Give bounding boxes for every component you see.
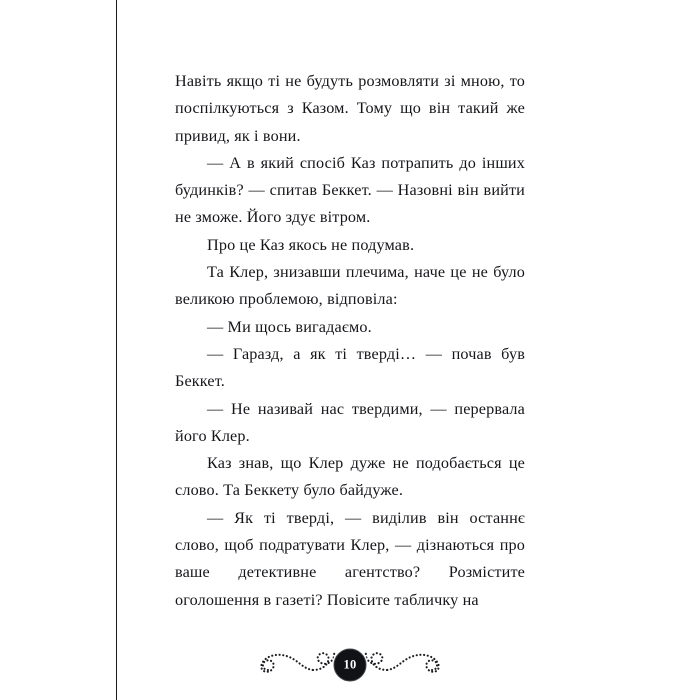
page-spine-rule xyxy=(116,0,117,700)
paragraph: — Не називай нас твердими, — перервала його Клер. xyxy=(175,399,525,445)
paragraph: Та Клер, знизавши плечима, наче це не було великою проблемою, відповіла: xyxy=(175,263,525,309)
paragraph: — Як ті тверді, — виділив він останнє слово, щоб подратувати Клер, — дізнаються про ваше детективне агентство? Розмістите оголошення в газеті? Повісите табличку на xyxy=(175,508,525,609)
paragraph: Про це Каз якось не подумав. xyxy=(207,235,415,254)
body-text-column xyxy=(175,68,525,614)
footer-ornament xyxy=(0,640,700,690)
flourish-right xyxy=(366,653,439,672)
paragraph: Навіть якщо ті не будуть розмовляти зі мною, то поспілкуються з Казом. Тому що він такий же привид, як і вони. xyxy=(175,72,525,145)
paragraph: — А в який спосіб Каз потрапить до інших будинків? — спитав Беккет. — Назовні він вийти не зможе. Його здує вітром. xyxy=(175,153,525,227)
paragraph: Каз знав, що Клер дуже не подобається це слово. Та Беккету було байдуже. xyxy=(175,454,525,500)
flourish-left xyxy=(261,653,334,672)
paragraph: — Гаразд, а як ті тверді… — почав був Беккет. xyxy=(175,344,525,391)
page-number: 10 xyxy=(343,657,357,672)
paragraph: — Ми щось вигадаємо. xyxy=(207,317,372,336)
page-number-badge xyxy=(334,649,367,682)
